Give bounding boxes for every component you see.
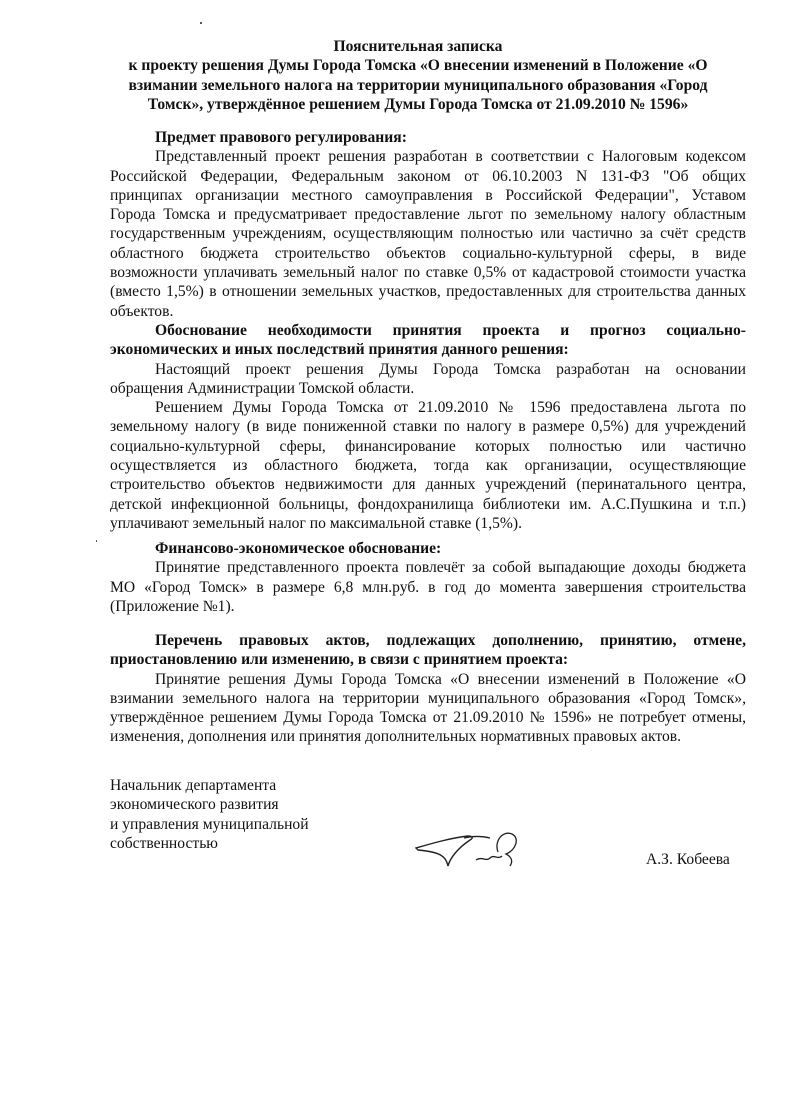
paragraph-line: принципах организации местного самоуправления в Российской Федерации", Уставом (110, 186, 746, 204)
section-heading: экономических и иных последствий принятия данного решения: (110, 341, 569, 359)
paragraph-line: обращения Администрации Томской области. (110, 379, 415, 397)
paragraph-line: Принятие решения Думы Города Томска «О внесении изменений в Положение «О (155, 670, 746, 688)
paragraph-line: уплачивают земельный налог по максимальной ставке (1,5%). (110, 514, 523, 532)
scan-speck (96, 540, 97, 542)
position-line: Начальник департамента (110, 777, 277, 794)
paragraph-line: Принятие представленного проекта повлечёт за собой выпадающие доходы бюджета (155, 559, 746, 577)
paragraph-line: объектов. (110, 302, 174, 320)
section-heading: Перечень правовых актов, подлежащих дополнению, принятию, отмене, (155, 632, 746, 649)
section-heading: Предмет правового регулирования: (155, 129, 407, 146)
handwritten-signature (410, 826, 530, 876)
section-1 (110, 128, 746, 321)
paragraph-line: возможности уплачивать земельный налог по ставке 0,5% от кадастровой стоимости участка (110, 264, 746, 282)
position-line: собственностью (110, 834, 218, 852)
scan-speck (200, 22, 202, 24)
position-line: и управления муниципальной (110, 815, 309, 833)
paragraph-line: утверждённое решением Думы Города Томска от 21.09.2010 № 1596» не потребует отмены, (110, 709, 746, 727)
title-line: взимании земельного налога на территории муниципального образования «Город (128, 76, 708, 94)
paragraph-line: детской инфекционной больницы, фондохранилища библиотеки им. А.С.Пушкина и т.п.) (110, 495, 746, 513)
paragraph-line: Решением Думы Города Томска от 21.09.2010 № 1596 предоставлена льгота по (155, 399, 746, 417)
paragraph-line: строительство объектов недвижимости для данных учреждений (перинатального центра, (110, 476, 746, 494)
section-heading: Финансово-экономическое обоснование: (155, 540, 442, 557)
paragraph-line: областного бюджета строительство объектов социально-культурной сферы, в виде (110, 244, 746, 262)
paragraph-line: Города Томска и предусматривает предоставление льгот по земельному налогу областным (110, 206, 746, 224)
section-3 (110, 539, 746, 616)
section-2 (110, 321, 746, 533)
section-heading: Обоснование необходимости принятия проекта и прогноз социально- (155, 322, 746, 339)
title-line: Томск», утверждённое решением Думы Города Томска от 21.09.2010 № 1596» (147, 95, 689, 113)
position-line: экономического развития (110, 796, 279, 814)
paragraph-line: земельному налогу (в виде пониженной ставки по налогу в размере 0,5%) для учреждений (110, 418, 746, 436)
paragraph-line: изменения, дополнения или принятия дополнительных нормативных правовых актов. (110, 728, 681, 746)
paragraph-line: осуществляется из областного бюджета, тогда как организации, осуществляющие (110, 457, 746, 475)
section-heading: приостановлению или изменению, в связи с принятием проекта: (110, 651, 569, 669)
paragraph-line: (Приложение №1). (110, 597, 235, 615)
paragraph-line: Российской Федерации, Федеральным законом от 06.10.2003 N 131-ФЗ "Об общих (110, 167, 746, 185)
section-4 (110, 631, 746, 747)
paragraph-line: МО «Город Томск» в размере 6,8 млн.руб. в год до момента завершения строительства (110, 578, 746, 596)
title-line: к проекту решения Думы Города Томска «О внесении изменений в Положение «О (128, 57, 708, 75)
paragraph-line: (вместо 1,5%) в отношении земельных участков, предоставленных для строительства данных (110, 283, 746, 301)
signatory-position (110, 776, 309, 853)
paragraph-line: Настоящий проект решения Думы Города Томска разработан на основании (155, 360, 746, 378)
paragraph-line: Представленный проект решения разработан в соответствии с Налоговым кодексом (155, 148, 746, 166)
title-line: Пояснительная записка (333, 38, 503, 55)
paragraph-line: социально-культурной сферы, финансирование которых полностью или частично (110, 437, 746, 455)
signatory-name: А.З. Кобеева (646, 851, 730, 868)
paragraph-line: государственным учреждениям, осуществляющим полностью или частично за счёт средств (110, 225, 746, 243)
paragraph-line: взимании земельного налога на территории муниципального образования «Город Томск», (110, 689, 746, 707)
document-title (100, 37, 736, 114)
